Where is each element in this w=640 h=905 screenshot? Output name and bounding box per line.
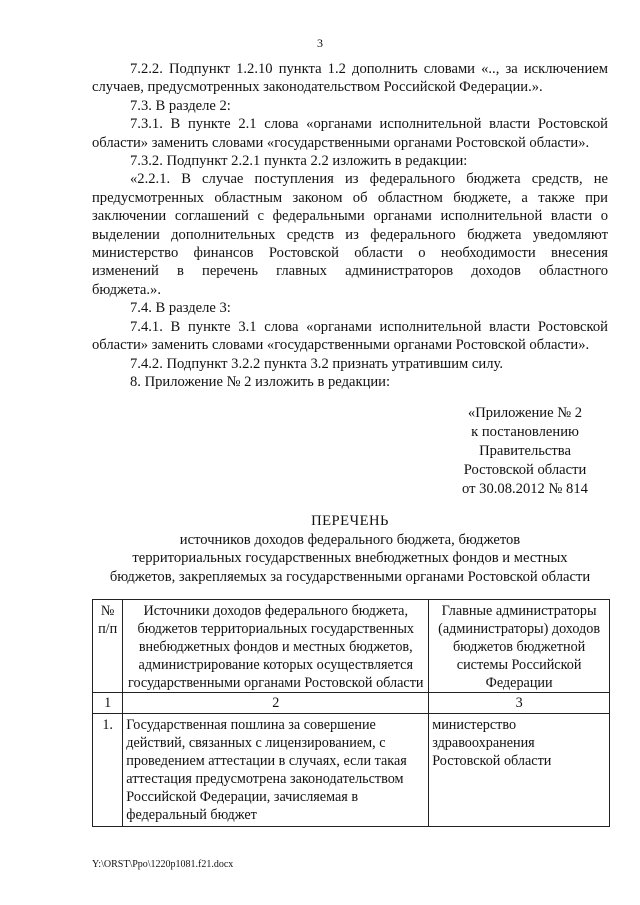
row-source: Государственная пошлина за совершение действий, связанных с лицензированием, с проведением аттестации в случаях, если такая аттестация предусмотрена законодательством Российской Федерации, зачисляемая в федеральный бюджет <box>123 714 429 827</box>
title-heading: ПЕРЕЧЕНЬ <box>311 513 389 529</box>
title-line: источников доходов федерального бюджета, бюджетов <box>179 531 521 548</box>
sources-table <box>92 599 610 827</box>
paragraph: 7.3.2. Подпункт 2.2.1 пункта 2.2 изложить в редакции: <box>130 153 468 170</box>
page-number: 3 <box>317 36 323 50</box>
appendix-line: Ростовской области <box>463 462 587 478</box>
appendix-header <box>440 404 610 499</box>
file-path-footer: Y:\ORST\Ppo\1220p1081.f21.docx <box>92 859 234 870</box>
list-title <box>92 512 608 586</box>
header-administrators: Главные администраторы (администраторы) доходов бюджетов бюджетной системы Российской Федерации <box>429 600 610 693</box>
appendix-line: от 30.08.2012 № 814 <box>462 481 588 497</box>
column-number-row <box>93 693 610 714</box>
document-body <box>92 60 608 391</box>
header-sources: Источники доходов федерального бюджета, бюджетов территориальных государственных внебюджетных фондов и местных бюджетов, администрирование которых осуществляется государственными органами Ростовской области <box>123 600 429 693</box>
paragraph: 7.3.1. В пункте 2.1 слова «органами исполнительной власти Ростовской области» заменить словами «государственными органами Ростовской области». <box>92 116 608 151</box>
paragraph: 7.4.2. Подпункт 3.2.2 пункта 3.2 признать утратившим силу. <box>130 355 503 372</box>
column-number: 3 <box>429 693 610 714</box>
row-administrator: министерство здравоохранения Ростовской области <box>429 714 610 827</box>
paragraph: 7.4.1. В пункте 3.1 слова «органами исполнительной власти Ростовской области» заменить словами «государственными органами Ростовской области». <box>92 318 608 354</box>
row-number: 1. <box>93 714 123 827</box>
column-number: 2 <box>123 693 429 714</box>
paragraph: 7.4. В разделе 3: <box>130 300 231 317</box>
paragraph: 7.3. В разделе 2: <box>130 97 231 114</box>
appendix-line: Правительства <box>479 443 571 459</box>
paragraph: 7.2.2. Подпункт 1.2.10 пункта 1.2 дополнить словами «.., за исключением случаев, предусмотренных законодательством Российской Федерации.». <box>92 61 608 96</box>
appendix-line: «Приложение № 2 <box>467 405 583 421</box>
appendix-line: к постановлению <box>471 424 579 440</box>
table-row <box>93 714 610 827</box>
title-line: территориальных государственных внебюджетных фондов и местных <box>132 550 568 566</box>
title-line: бюджетов, закрепляемых за государственными органами Ростовской области <box>109 568 591 585</box>
paragraph: 8. Приложение № 2 изложить в редакции: <box>130 373 391 390</box>
header-number: № п/п <box>93 600 123 693</box>
column-number: 1 <box>93 693 123 714</box>
table-header-row <box>93 600 610 693</box>
paragraph: «2.2.1. В случае поступления из федерального бюджета средств, не предусмотренных областным законом об областном бюджете, а также при заключении соглашений с федеральными органами исполнительной власти о выделении дополнительных средств из федерального бюджета уведомляют министерство финансов Ростовской области о необходимости внесения изменений в перечень главных администраторов доходов областного бюджета.». <box>92 171 608 298</box>
